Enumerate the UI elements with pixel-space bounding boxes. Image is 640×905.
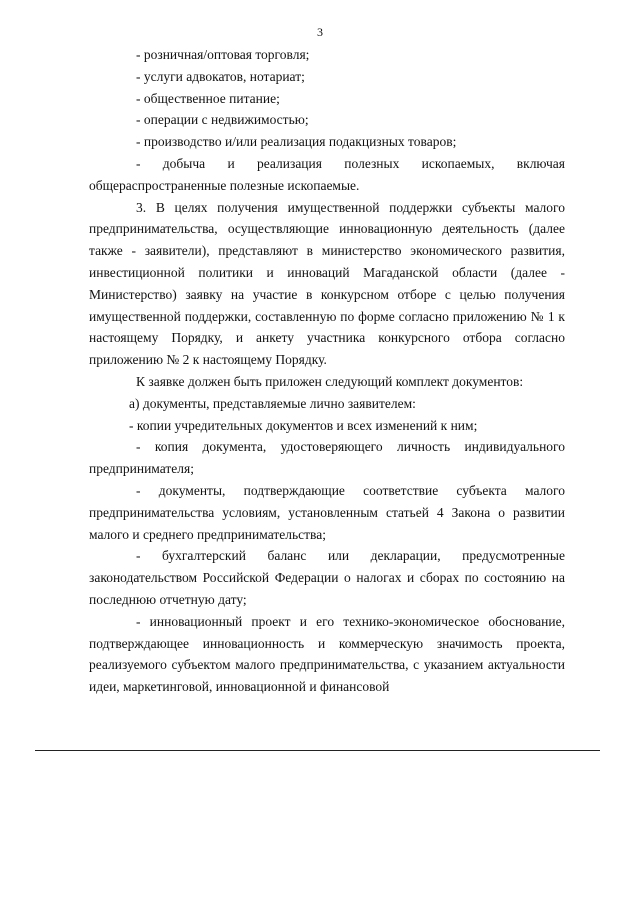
list-item-excise-goods: - производство и/или реализация подакцизных товаров; <box>136 134 457 150</box>
footer-divider <box>35 750 600 751</box>
document-body <box>89 44 565 698</box>
list-item-innovation-project: - инновационный проект и его технико-экономическое обоснование, подтверждающее инновационность и коммерческую значимость проекта, реализуемого субъектом малого предпринимательства, с указанием актуальности идеи, маркетинговой, инновационной и финансовой <box>89 613 565 695</box>
list-item-real-estate: - операции с недвижимостью; <box>136 112 309 128</box>
list-item-identity-document: - копия документа, удостоверяющего личность индивидуального предпринимателя; <box>89 439 565 477</box>
list-item-mining: - добыча и реализация полезных ископаемых, включая общераспространенные полезные ископаемые. <box>89 155 565 193</box>
list-item-catering: - общественное питание; <box>136 90 280 106</box>
list-item-compliance-documents: - документы, подтверждающие соответствие субъекта малого предпринимательства условиям, установленным статьей 4 Закона о развитии малого и среднего предпринимательства; <box>89 482 565 542</box>
paragraph-section-3: 3. В целях получения имущественной поддержки субъекты малого предпринимательства, осуществляющие инновационную деятельность (далее также - заявители), представляют в министерство экономического развития, инвестиционной политики и инноваций Магаданской области (далее - Министерство) заявку на участие в конкурсном отборе с целью получения имущественной поддержки, составленную по форме согласно приложению № 1 к настоящему Порядку, и анкету участника конкурсного отбора согласно приложению № 2 к настоящему Порядку. <box>89 199 565 368</box>
paragraph-applicant-documents: а) документы, представляемые лично заявителем: <box>129 395 416 411</box>
list-item-lawyers: - услуги адвокатов, нотариат; <box>136 68 305 84</box>
list-item-retail: - розничная/оптовая торговля; <box>136 47 310 62</box>
list-item-balance-sheet: - бухгалтерский баланс или декларации, предусмотренные законодательством Российской Федерации о налогах и сборах по состоянию на последнюю отчетную дату; <box>89 548 565 607</box>
list-item-founding-documents: - копии учредительных документов и всех изменений к ним; <box>129 417 478 433</box>
paragraph-document-set: К заявке должен быть приложен следующий комплект документов: <box>136 373 524 389</box>
page-number: 3 <box>317 25 323 39</box>
